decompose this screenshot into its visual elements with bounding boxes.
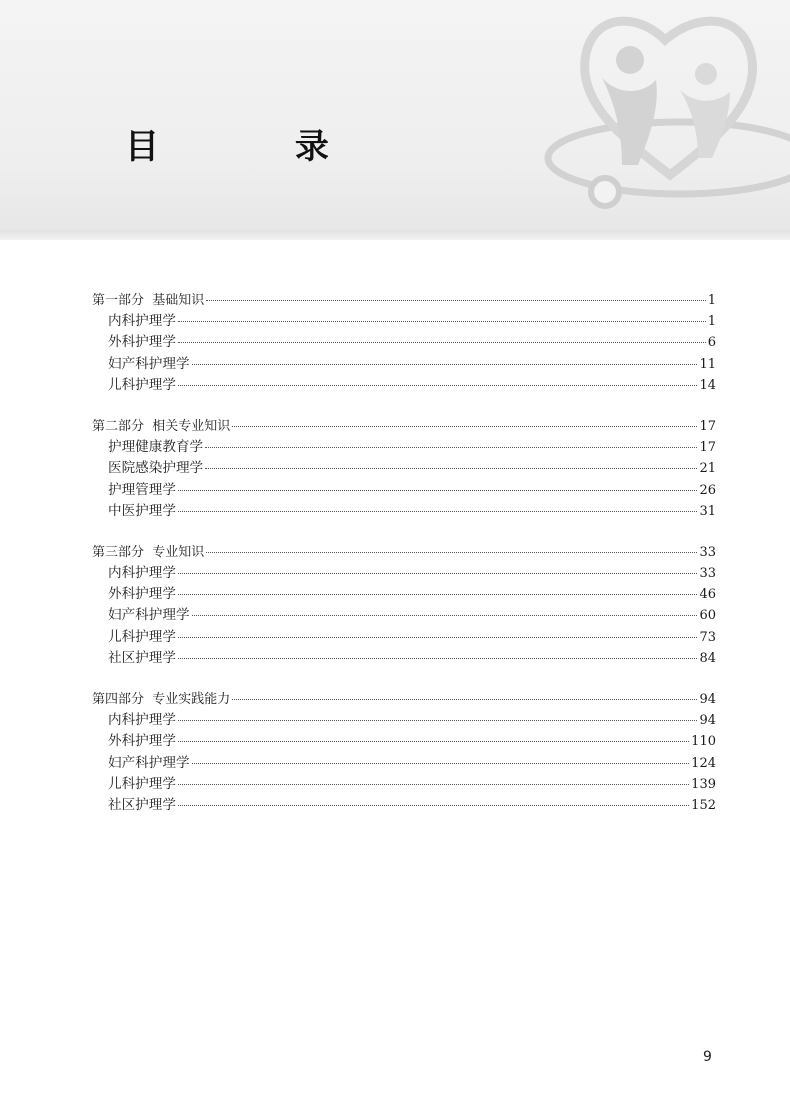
toc-entry[interactable] bbox=[92, 605, 716, 626]
dot-leader bbox=[192, 763, 690, 764]
dot-leader bbox=[178, 805, 689, 806]
dot-leader bbox=[192, 615, 698, 616]
toc-entry-label: 内科护理学 bbox=[108, 313, 176, 330]
toc-entry-label: 外科护理学 bbox=[108, 733, 176, 750]
toc-entry-label: 护理健康教育学 bbox=[108, 439, 204, 456]
toc-entry-page: 31 bbox=[699, 503, 716, 519]
toc-entry-page: 11 bbox=[699, 356, 716, 372]
toc-section bbox=[92, 416, 716, 522]
toc-entry-page: 73 bbox=[699, 629, 716, 645]
toc-entry-page: 33 bbox=[699, 544, 716, 560]
dot-leader bbox=[206, 300, 705, 301]
toc-entry[interactable] bbox=[92, 584, 716, 605]
toc-entry-label: 第二部分 相关专业知识 bbox=[92, 418, 231, 434]
toc-entry-page: 6 bbox=[707, 335, 716, 351]
toc-entry-page: 17 bbox=[699, 418, 716, 434]
toc-entry[interactable] bbox=[92, 311, 716, 332]
toc-entry[interactable] bbox=[92, 648, 716, 669]
dot-leader bbox=[205, 447, 697, 448]
toc-section bbox=[92, 290, 716, 396]
toc-entry[interactable] bbox=[92, 375, 716, 396]
toc-entry[interactable] bbox=[92, 501, 716, 522]
toc-entry-label: 医院感染护理学 bbox=[108, 460, 204, 477]
dot-leader bbox=[205, 468, 697, 469]
toc-entry-label: 中医护理学 bbox=[108, 502, 176, 519]
toc-entry[interactable] bbox=[92, 753, 716, 774]
dot-leader bbox=[178, 385, 697, 386]
toc-entry[interactable] bbox=[92, 437, 716, 458]
toc-entry[interactable] bbox=[92, 731, 716, 752]
table-of-contents bbox=[92, 290, 716, 836]
toc-entry[interactable] bbox=[92, 627, 716, 648]
dot-leader bbox=[178, 511, 697, 512]
toc-entry-page: 152 bbox=[691, 797, 716, 813]
toc-entry[interactable] bbox=[92, 458, 716, 479]
toc-entry[interactable] bbox=[92, 774, 716, 795]
toc-entry-label: 第三部分 专业知识 bbox=[92, 544, 205, 560]
dot-leader bbox=[178, 784, 689, 785]
toc-entry-label: 妇产科护理学 bbox=[108, 754, 190, 771]
toc-entry-label: 外科护理学 bbox=[108, 334, 176, 351]
toc-entry-label: 外科护理学 bbox=[108, 586, 176, 603]
dot-leader bbox=[178, 342, 706, 343]
dot-leader bbox=[192, 364, 698, 365]
toc-entry-label: 社区护理学 bbox=[108, 649, 176, 666]
toc-entry-label: 第一部分 基础知识 bbox=[92, 293, 205, 308]
toc-entry-page: 1 bbox=[707, 314, 716, 330]
toc-entry-page: 21 bbox=[699, 461, 716, 477]
dot-leader bbox=[178, 573, 697, 574]
toc-entry-label: 儿科护理学 bbox=[108, 376, 176, 393]
toc-entry-label: 儿科护理学 bbox=[108, 628, 176, 645]
header-band bbox=[0, 0, 790, 240]
toc-entry-page: 17 bbox=[699, 440, 716, 456]
toc-entry-page: 26 bbox=[699, 482, 716, 498]
dot-leader bbox=[178, 658, 697, 659]
toc-entry-page: 1 bbox=[707, 293, 716, 308]
toc-entry-page: 46 bbox=[699, 587, 716, 603]
toc-entry-page: 110 bbox=[691, 734, 716, 750]
toc-entry-page: 124 bbox=[691, 755, 716, 771]
toc-part-heading[interactable] bbox=[92, 542, 716, 563]
toc-section bbox=[92, 542, 716, 669]
toc-entry-page: 94 bbox=[699, 713, 716, 729]
toc-entry[interactable] bbox=[92, 710, 716, 731]
dot-leader bbox=[178, 741, 689, 742]
dot-leader bbox=[206, 552, 697, 553]
dot-leader bbox=[178, 637, 697, 638]
toc-entry-label: 社区护理学 bbox=[108, 796, 176, 813]
toc-entry-label: 儿科护理学 bbox=[108, 775, 176, 792]
dot-leader bbox=[178, 594, 697, 595]
toc-entry[interactable] bbox=[92, 332, 716, 353]
stethoscope-heart-family-icon bbox=[530, 0, 790, 225]
dot-leader bbox=[178, 321, 706, 322]
toc-entry[interactable] bbox=[92, 563, 716, 584]
toc-entry[interactable] bbox=[92, 354, 716, 375]
dot-leader bbox=[232, 699, 697, 700]
toc-entry-page: 84 bbox=[699, 650, 716, 666]
toc-entry[interactable] bbox=[92, 795, 716, 816]
toc-entry-page: 139 bbox=[691, 776, 716, 792]
toc-entry-label: 内科护理学 bbox=[108, 712, 176, 729]
toc-part-heading[interactable] bbox=[92, 689, 716, 710]
toc-entry-page: 33 bbox=[699, 566, 716, 582]
toc-entry[interactable] bbox=[92, 480, 716, 501]
page-title: 目 录 bbox=[125, 127, 391, 167]
toc-part-heading[interactable] bbox=[92, 416, 716, 437]
dot-leader bbox=[232, 426, 697, 427]
page-number: 9 bbox=[703, 1049, 712, 1065]
dot-leader bbox=[178, 490, 697, 491]
toc-entry-page: 60 bbox=[699, 608, 716, 624]
toc-part-heading[interactable] bbox=[92, 290, 716, 311]
dot-leader bbox=[178, 720, 697, 721]
toc-entry-page: 14 bbox=[699, 377, 716, 393]
toc-entry-label: 护理管理学 bbox=[108, 481, 176, 498]
toc-entry-label: 第四部分 专业实践能力 bbox=[92, 692, 231, 707]
toc-section bbox=[92, 689, 716, 816]
toc-entry-label: 妇产科护理学 bbox=[108, 355, 190, 372]
toc-entry-label: 妇产科护理学 bbox=[108, 607, 190, 624]
toc-entry-page: 94 bbox=[699, 692, 716, 707]
toc-entry-label: 内科护理学 bbox=[108, 565, 176, 582]
